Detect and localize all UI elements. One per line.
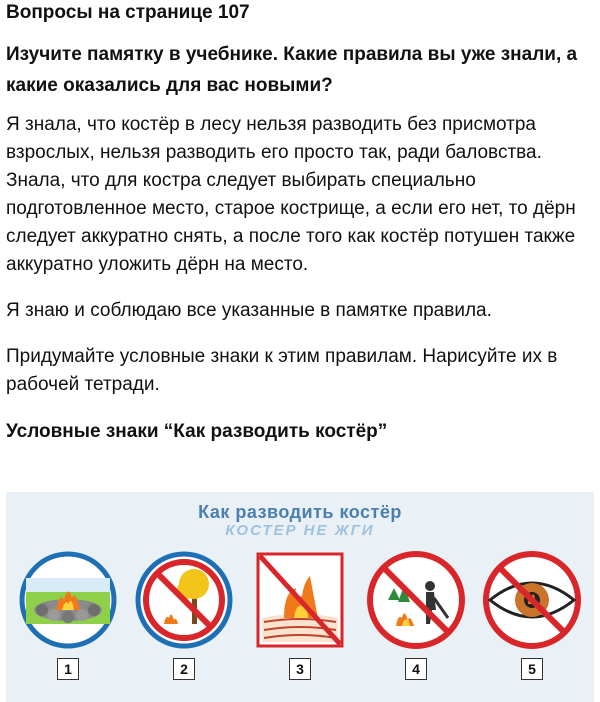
page-title: Вопросы на странице 107 bbox=[6, 2, 250, 23]
document bbox=[6, 0, 594, 445]
eye-watch-fire-icon bbox=[476, 548, 588, 654]
task-paragraph: Придумайте условные знаки к этим правилам. Нарисуйте их в рабочей тетради. bbox=[6, 346, 558, 395]
sign-3 bbox=[244, 548, 356, 698]
answer-paragraph-1: Я знала, что костёр в лесу нельзя разводить без присмотра взрослых, нельзя разводить его просто так, ради баловства. Знала, что для костра следует выбирать специально подготовленное место, старое кострище, а если его нет, то дёрн следует аккуратно снять, а после того как костёр потушен также аккуратно уложить дёрн на место. bbox=[6, 114, 576, 275]
figure-subtitle: КОСТЕР НЕ ЖГИ bbox=[225, 522, 375, 539]
sign-number: 5 bbox=[521, 658, 543, 680]
signs-heading: Условные знаки “Как разводить костёр” bbox=[6, 421, 388, 442]
sign-number: 4 bbox=[405, 658, 427, 680]
sign-4 bbox=[360, 548, 472, 698]
sign-5 bbox=[476, 548, 588, 698]
answer-paragraph-2: Я знаю и соблюдаю все указанные в памятке правила. bbox=[6, 300, 492, 321]
sign-1 bbox=[12, 548, 124, 698]
signs-row bbox=[6, 548, 594, 698]
figure-title: Как разводить костёр bbox=[198, 502, 402, 522]
sign-2 bbox=[128, 548, 240, 698]
question-heading: Изучите памятку в учебнике. Какие правила вы уже знали, а какие оказались для вас новыми? bbox=[6, 44, 578, 96]
sign-number: 2 bbox=[173, 658, 195, 680]
no-fire-on-grass-icon bbox=[244, 548, 356, 654]
campfire-stones-icon bbox=[12, 548, 124, 654]
sign-number: 3 bbox=[289, 658, 311, 680]
no-fire-near-tree-icon bbox=[128, 548, 240, 654]
no-unattended-fire-icon bbox=[360, 548, 472, 654]
sign-number: 1 bbox=[57, 658, 79, 680]
signs-illustration bbox=[6, 492, 594, 702]
